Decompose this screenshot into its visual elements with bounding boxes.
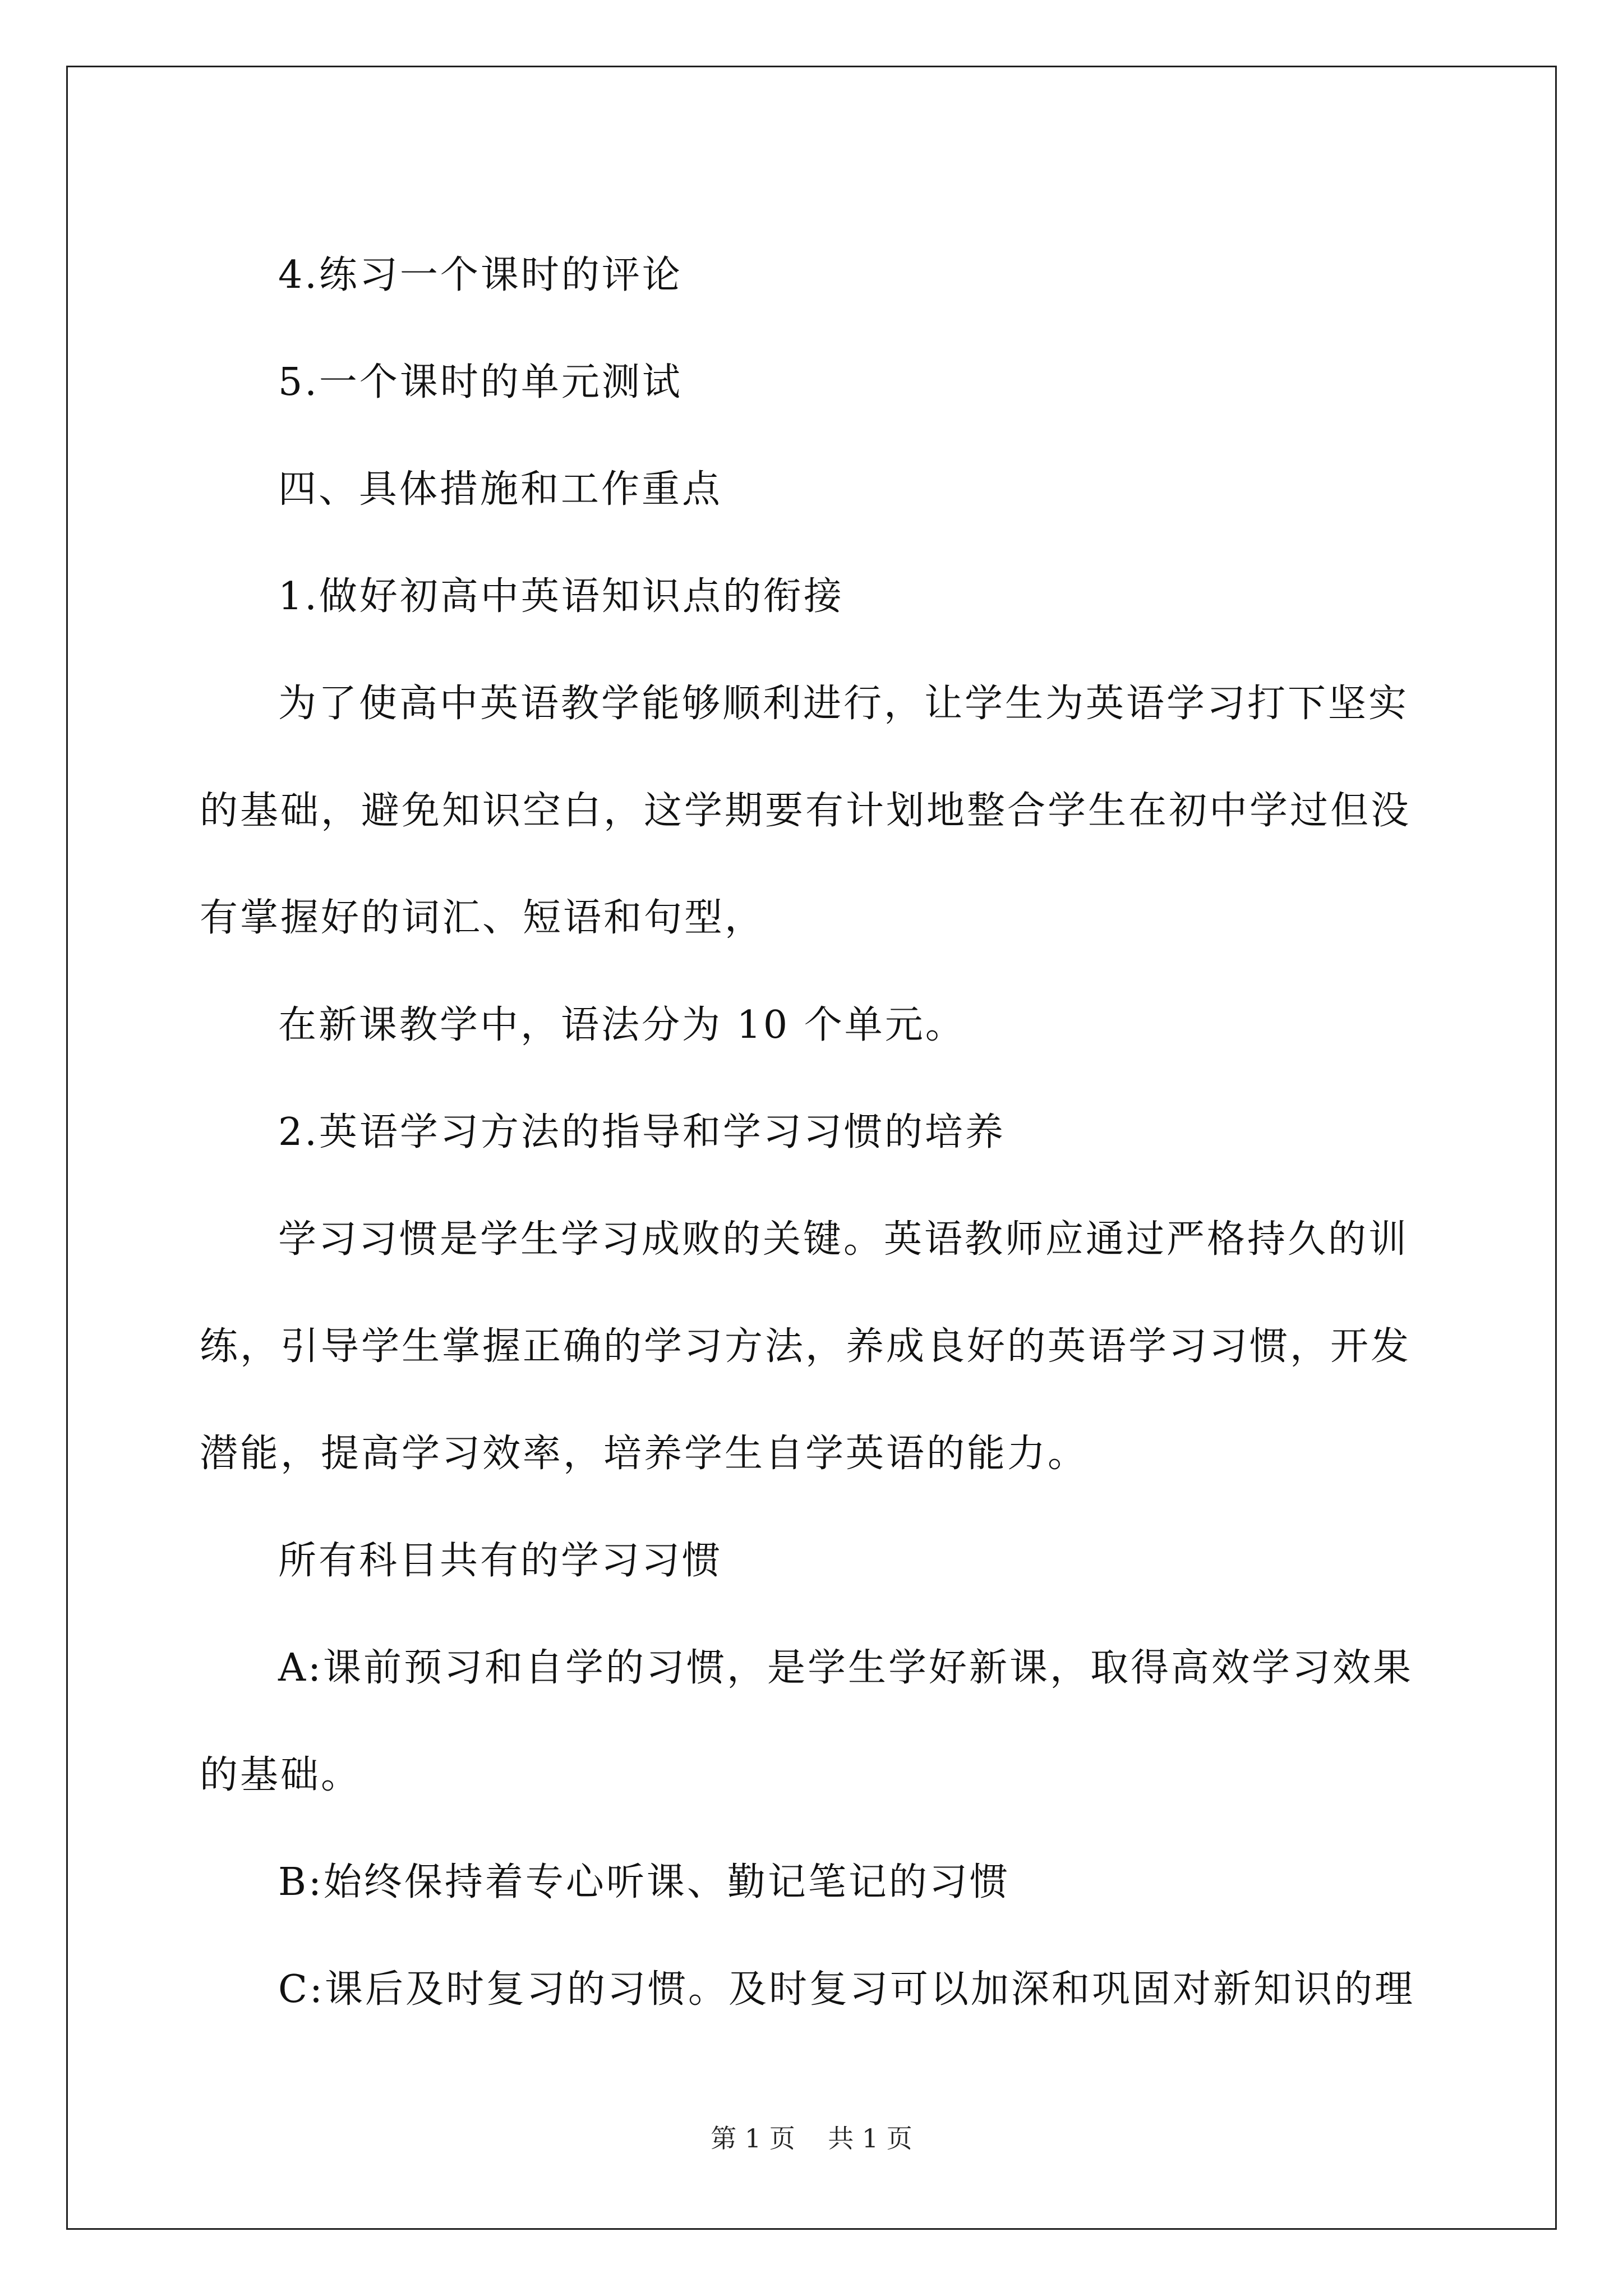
text-line: 5.一个课时的单元测试	[278, 360, 683, 404]
paragraph-habit-c	[278, 1936, 1433, 2043]
text-line: 四、具体措施和工作重点	[278, 467, 723, 512]
subheading-1	[278, 543, 1433, 650]
text-line: 潜能，提高学习效率，培养学生自学英语的能力。	[200, 1432, 1089, 1476]
text-line: 2.英语学习方法的指导和学习习惯的培养	[278, 1110, 1006, 1154]
section-heading-4	[278, 436, 1433, 543]
text-line: 有掌握好的词汇、短语和句型，	[200, 896, 766, 940]
text-line: 的基础。	[200, 1753, 362, 1797]
document-body	[200, 222, 1433, 2043]
paragraph-item-4	[278, 222, 1433, 329]
paragraph-common-habits	[278, 1507, 1433, 1614]
text-line: 4.练习一个课时的评论	[278, 253, 683, 297]
text-line: 的基础，避免知识空白，这学期要有计划地整合学生在初中学过但没	[200, 789, 1412, 833]
text-line: 学习习惯是学生学习成败的关键。英语教师应通过严格持久的训	[278, 1217, 1409, 1262]
paragraph-habit-a	[200, 1614, 1433, 1829]
text-line: B:始终保持着专心听课、勤记笔记的习惯	[278, 1860, 1010, 1904]
subheading-2	[278, 1079, 1433, 1186]
text-line: 所有科目共有的学习习惯	[278, 1539, 723, 1583]
text-line: 为了使高中英语教学能够顺利进行，让学生为英语学习打下坚实	[278, 682, 1409, 726]
paragraph-grammar-units	[278, 972, 1433, 1079]
page-number: 第 1 页	[711, 2123, 795, 2154]
paragraph-learning-habits	[200, 1186, 1433, 1507]
page-footer	[0, 2122, 1623, 2155]
paragraph-item-5	[278, 329, 1433, 436]
paragraph-habit-b	[278, 1829, 1433, 1936]
text-line: C:课后及时复习的习惯。及时复习可以加深和巩固对新知识的理	[278, 1967, 1415, 2012]
page-total: 共 1 页	[828, 2123, 912, 2154]
text-line: 练，引导学生掌握正确的学习方法，养成良好的英语学习习惯，开发	[200, 1324, 1412, 1369]
text-line: 在新课教学中，语法分为 10 个单元。	[278, 1003, 966, 1047]
paragraph-transition	[200, 650, 1433, 972]
text-line: 1.做好初高中英语知识点的衔接	[278, 574, 844, 619]
text-line: A:课前预习和自学的习惯，是学生学好新课，取得高效学习效果	[278, 1646, 1414, 1690]
